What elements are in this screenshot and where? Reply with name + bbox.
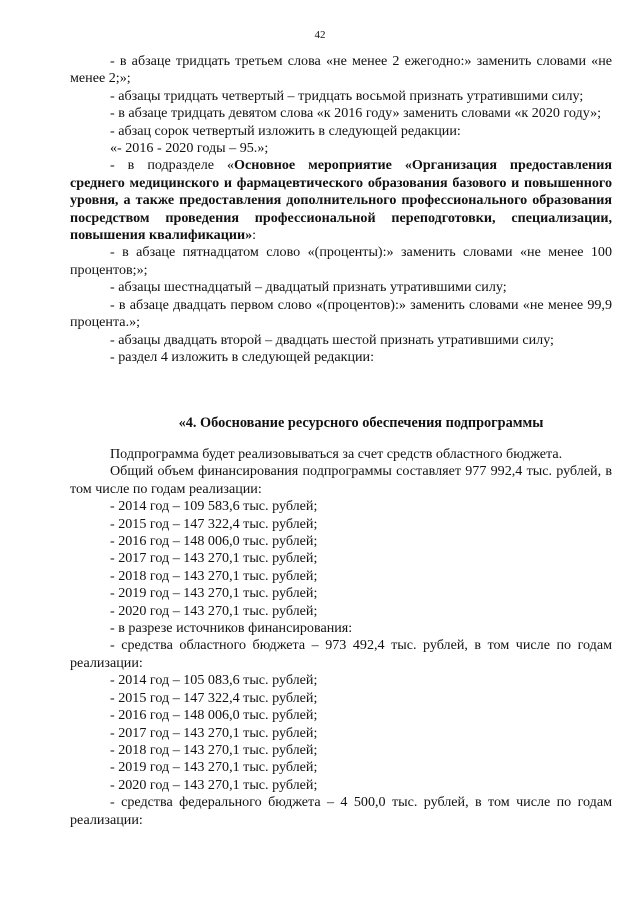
regional-funding-by-year-list bbox=[70, 672, 612, 794]
amendment-paragraph: - в абзаце тридцать девятом слова «к 2016 году» заменить словами «к 2020 году»; bbox=[110, 105, 602, 122]
list-item: - 2014 год – 105 083,6 тыс. рублей; bbox=[110, 672, 318, 689]
amendment-paragraph: - абзацы двадцать второй – двадцать шестой признать утратившими силу; bbox=[110, 331, 554, 348]
amendment-paragraph: - в абзаце тридцать третьем слова «не менее 2 ежегодно:» заменить словами «не менее 2;»; bbox=[70, 53, 612, 87]
amendment-paragraph: - раздел 4 изложить в следующей редакции: bbox=[110, 348, 375, 365]
body-paragraph: - средства федерального бюджета – 4 500,0 тыс. рублей, в том числе по годам реализации: bbox=[70, 794, 612, 828]
list-item: - 2016 год – 148 006,0 тыс. рублей; bbox=[110, 707, 318, 724]
total-funding-by-year-list bbox=[70, 498, 612, 620]
body-paragraph: - в разрезе источников финансирования: bbox=[110, 620, 353, 637]
list-item: - 2019 год – 143 270,1 тыс. рублей; bbox=[110, 759, 318, 776]
list-item: - 2019 год – 143 270,1 тыс. рублей; bbox=[110, 585, 318, 602]
list-item: - 2018 год – 143 270,1 тыс. рублей; bbox=[110, 741, 318, 758]
amendment-paragraph: - в абзаце двадцать первом слово «(процентов):» заменить словами «не менее 99,9 процента.»; bbox=[70, 296, 612, 331]
list-item: - 2017 год – 143 270,1 тыс. рублей; bbox=[110, 724, 318, 741]
amendments-list bbox=[70, 53, 612, 366]
amendment-prefix: - в подразделе « bbox=[110, 157, 235, 174]
body-paragraph: - средства областного бюджета – 973 492,4 тыс. рублей, в том числе по годам реализации: bbox=[70, 637, 612, 671]
list-item: - 2015 год – 147 322,4 тыс. рублей; bbox=[110, 689, 318, 706]
amendment-suffix: : bbox=[252, 227, 257, 244]
list-item: - 2014 год – 109 583,6 тыс. рублей; bbox=[110, 498, 318, 515]
amendment-paragraph bbox=[70, 157, 612, 244]
amendment-paragraph: - абзацы тридцать четвертый – тридцать восьмой признать утратившими силу; bbox=[110, 87, 584, 104]
section-heading: «4. Обоснование ресурсного обеспечения подпрограммы bbox=[178, 415, 544, 431]
measure-title: Основное мероприятие «Организация предоставления среднего медицинского и фармацевтического образования базового и повышенного уровня, а также предоставления дополнительного профессионального образования посредством проведения профессиональной переподготовки, специализации, повышения квалификации» bbox=[70, 157, 612, 244]
list-item: - 2018 год – 143 270,1 тыс. рублей; bbox=[110, 567, 318, 584]
amendment-paragraph: - в абзаце пятнадцатом слово «(проценты):» заменить словами «не менее 100 процентов;»; bbox=[70, 244, 612, 278]
list-item: - 2015 год – 147 322,4 тыс. рублей; bbox=[110, 515, 318, 532]
list-item: - 2016 год – 148 006,0 тыс. рублей; bbox=[110, 533, 318, 550]
body-paragraph: Общий объем финансирования подпрограммы составляет 977 992,4 тыс. рублей, в том числе по годам реализации: bbox=[70, 463, 612, 497]
list-item: - 2017 год – 143 270,1 тыс. рублей; bbox=[110, 550, 318, 567]
list-item: - 2020 год – 143 270,1 тыс. рублей; bbox=[110, 776, 318, 793]
body-paragraph: Подпрограмма будет реализовываться за счет средств областного бюджета. bbox=[110, 446, 563, 462]
amendment-paragraph: - абзацы шестнадцатый – двадцатый признать утратившими силу; bbox=[110, 279, 507, 296]
section-body bbox=[70, 446, 612, 829]
amendment-paragraph: - абзац сорок четвертый изложить в следующей редакции: bbox=[110, 122, 461, 139]
amendment-paragraph: «- 2016 - 2020 годы – 95.»; bbox=[110, 140, 269, 157]
page-number: 42 bbox=[314, 29, 326, 41]
list-item: - 2020 год – 143 270,1 тыс. рублей; bbox=[110, 602, 318, 619]
